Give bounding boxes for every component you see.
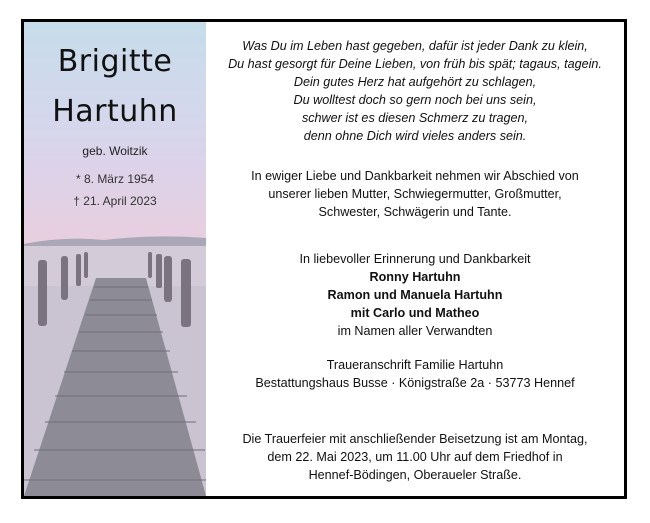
birth-date: * 8. März 1954 — [75, 172, 155, 186]
mourner-name: Ronny Hartuhn — [369, 270, 461, 284]
mourner-name: mit Carlo und Matheo — [350, 306, 480, 320]
poem-line: Du hast gesorgt für Deine Lieben, von früh bis spät; tagaus, tagein. — [228, 57, 602, 71]
maiden-name: geb. Woitzik — [82, 144, 148, 158]
poem-line: Was Du im Leben hast gegeben, dafür ist jeder Dank zu klein, — [242, 39, 588, 53]
last-name: Hartuhn — [52, 94, 178, 129]
farewell-line: Schwester, Schwägerin und Tante. — [318, 205, 512, 219]
farewell-line: In ewiger Liebe und Dankbarkeit nehmen wir Abschied von — [251, 169, 579, 183]
service-line: dem 22. Mai 2023, um 11.00 Uhr auf dem Friedhof in — [267, 450, 563, 464]
funeral-service-info — [206, 430, 624, 484]
memory-intro: In liebevoller Erinnerung und Dankbarkeit — [299, 252, 531, 266]
poem-line: Du wolltest doch so gern noch bei uns sein, — [293, 93, 537, 107]
farewell-line: unserer lieben Mutter, Schwiegermutter, Großmutter, — [268, 187, 562, 201]
farewell-text — [206, 167, 624, 221]
address-line: Bestattungshaus Busse · Königstraße 2a · 53773 Hennef — [255, 376, 575, 390]
obituary-card — [21, 19, 627, 499]
mourning-address — [206, 356, 624, 392]
mourner-name: Ramon und Manuela Hartuhn — [327, 288, 503, 302]
address-line: Traueranschrift Familie Hartuhn — [326, 358, 504, 372]
poem-line: denn ohne Dich wird vieles anders sein. — [303, 129, 527, 143]
poem — [206, 37, 624, 145]
poem-line: Dein gutes Herz hat aufgehört zu schlagen, — [293, 75, 537, 89]
death-date: † 21. April 2023 — [73, 194, 157, 208]
service-line: Hennef-Bödingen, Oberaueler Straße. — [308, 468, 522, 482]
relatives-line: im Namen aller Verwandten — [337, 324, 493, 338]
service-line: Die Trauerfeier mit anschließender Beisetzung ist am Montag, — [242, 432, 588, 446]
poem-line: schwer ist es diesen Schmerz zu tragen, — [301, 111, 529, 125]
first-name: Brigitte — [57, 44, 173, 79]
text-column — [206, 22, 624, 496]
memory-block — [206, 250, 624, 340]
jetty-photo — [24, 22, 206, 496]
